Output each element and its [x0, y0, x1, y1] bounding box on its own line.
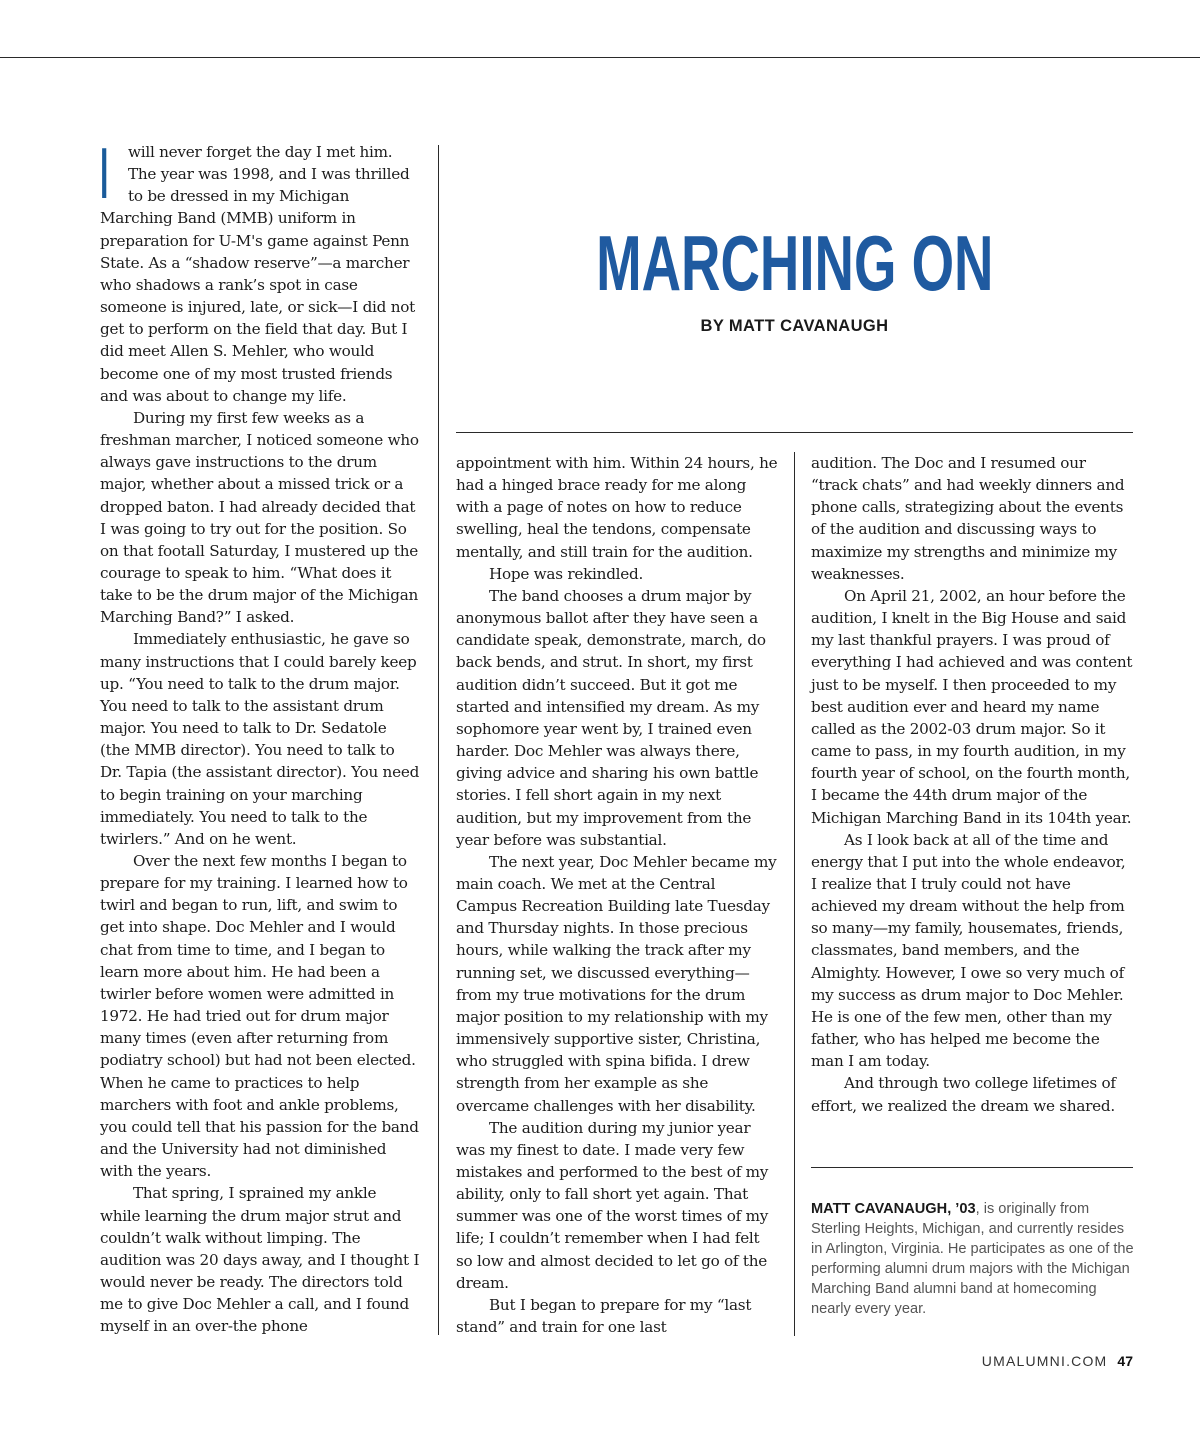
article-paragraph: Immediately enthusiastic, he gave so many instructions that I could barely keep up. “You need to talk to the drum major. You need to talk to the assistant drum major. You need to talk to Dr. Sedatole (the MMB director). You need to talk to Dr. Tapia (the assistant director). You need to begin training on your marching immediately. You need to talk to the twirlers.” And on he went.: [100, 630, 420, 848]
bio-rule: [811, 1167, 1133, 1168]
article-paragraph: Over the next few months I began to prepare for my training. I learned how to twirl and began to run, lift, and swim to get into shape. Doc Mehler and I would chat from time to time, and I began to learn more about him. He had been a twirler before women were admitted in 1972. He had tried out for drum major many times (even after returning from podiatry school) but had not been elected. When he came to practices to help marchers with foot and ankle problems, you could tell that his passion for the band and the University had not diminished with the years.: [100, 852, 419, 1181]
footer-site: UMALUMNI.COM: [981, 1353, 1108, 1369]
article-paragraph: During my first few weeks as a freshman marcher, I noticed someone who always gave instructions to the drum major, whether about a missed trick or a dropped baton. I had already decided that I was going to try out for the position. So on that footall Saturday, I mustered up the courage to speak to him. “What does it take to be the drum major of the Michigan Marching Band?” I asked.: [100, 408, 419, 627]
author-bio: [811, 1199, 1135, 1320]
article-title: MARCHING ON: [595, 219, 994, 307]
drop-cap: I: [98, 134, 111, 214]
bio-name: MATT CAVANAUGH, ’03: [811, 1201, 976, 1217]
article-paragraph: I will never forget the day I met him. The year was 1998, and I was thrilled to be dressed in my Michigan Marching Band (MMB) uniform in preparation for U-M's game against Penn State. As a “shadow reserve”—a marcher who shadows a rank’s spot in case someone is injured, late, or sick—I did not get to perform on the field that day. But I did meet Allen S. Mehler, who would become one of my most trusted friends and was about to change my life.: [98, 134, 415, 405]
article-paragraph: But I began to prepare for my “last stand” and train for one last: [456, 1295, 752, 1337]
bio-text: , is originally from Sterling Heights, Michigan, and currently resides in Arlington, Virginia. He participates as one of the performing alumni drum majors with the Michigan Marching Band alumni band at homecoming nearly every year.: [811, 1201, 1134, 1318]
article-paragraph: appointment with him. Within 24 hours, he had a hinged brace ready for me along with a page of notes on how to reduce swelling, heal the tendons, compensate mentally, and still train for the audition.: [456, 454, 778, 561]
article-column-2: [456, 452, 780, 1338]
article-paragraph: audition. The Doc and I resumed our “track chats” and had weekly dinners and phone calls, strategizing about the events of the audition and discussing ways to maximize my strengths and minimize my weaknesses.: [811, 454, 1125, 583]
page-footer: [982, 1353, 1133, 1369]
byline: BY MATT CAVANAUGH: [700, 317, 889, 335]
article-paragraph: And through two college lifetimes of effort, we realized the dream we shared.: [811, 1074, 1116, 1115]
article-paragraph: That spring, I sprained my ankle while learning the drum major strut and couldn’t walk without limping. The audition was 20 days away, and I thought I would never be ready. The directors told me to give Doc Mehler a call, and I found myself in an over-the phone: [100, 1184, 420, 1336]
top-rule: [0, 57, 1200, 58]
column-divider: [438, 145, 439, 1335]
article-paragraph: On April 21, 2002, an hour before the audition, I knelt in the Big House and said my last thankful prayers. I was proud of everything I had achieved and was content just to be myself. I then proceeded to my best audition ever and heard my name called as the 2002-03 drum major. So it came to pass, in my fourth audition, in my fourth year of school, on the fourth month, I became the 44th drum major of the Michigan Marching Band in its 104th year.: [811, 586, 1133, 827]
article-column-3: [811, 452, 1133, 1117]
article-paragraph: The next year, Doc Mehler became my main coach. We met at the Central Campus Recreation Building late Tuesday and Thursday nights. In those precious hours, while walking the track after my running set, we discussed everything—from my true motivations for the drum major position to my relationship with my immensively supportive sister, Christina, who struggled with spina bifida. I drew strength from her example as she overcame challenges with her disability.: [456, 852, 777, 1115]
article-paragraph: The audition during my junior year was my finest to date. I made very few mistakes and performed to the best of my ability, only to fall short yet again. That summer was one of the worst times of my life; I couldn’t remember when I had felt so low and almost decided to let go of the dream.: [456, 1118, 769, 1292]
article-paragraph: Hope was rekindled.: [489, 564, 644, 583]
article-column-1: [98, 134, 420, 1337]
page-number: 47: [1117, 1353, 1133, 1369]
column-divider: [794, 452, 795, 1336]
title-rule: [456, 432, 1133, 433]
article-paragraph: The band chooses a drum major by anonymous ballot after they have seen a candidate speak, demonstrate, march, do back bends, and strut. In short, my first audition didn’t succeed. But it got me started and intensified my dream. As my sophomore year went by, I trained even harder. Doc Mehler was always there, giving advice and sharing his own battle stories. I fell short again in my next audition, but my improvement from the year before was substantial.: [456, 586, 766, 849]
article-paragraph: As I look back at all of the time and energy that I put into the whole endeavor, I realize that I truly could not have achieved my dream without the help from so many—my family, housemates, friends, classmates, band members, and the Almighty. However, I owe so very much of my success as drum major to Doc Mehler. He is one of the few men, other than my father, who has helped me become the man I am today.: [811, 830, 1126, 1071]
